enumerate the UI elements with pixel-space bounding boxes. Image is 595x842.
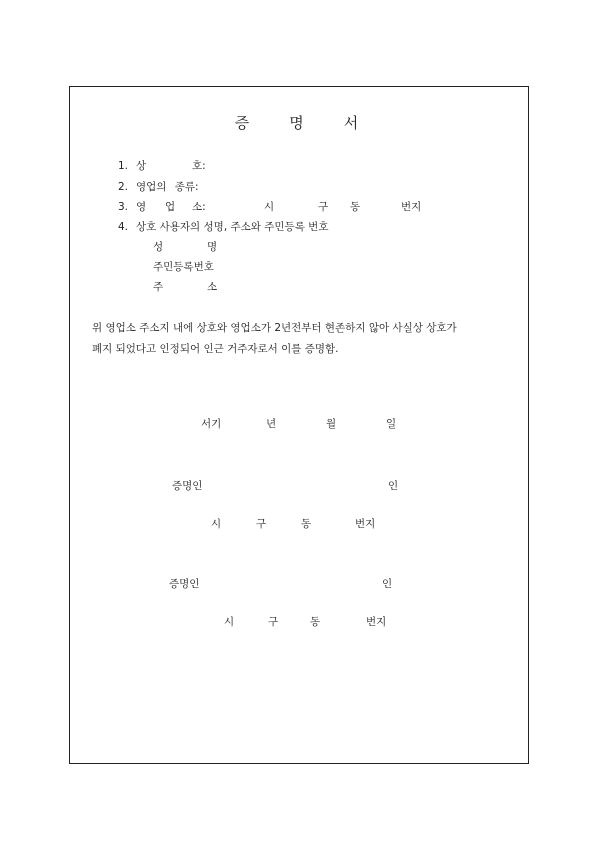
certifier-1-si: 시 bbox=[211, 518, 222, 530]
date-month: 월 bbox=[326, 418, 337, 430]
certifier-2-si: 시 bbox=[224, 616, 235, 628]
sub-resident-number: 주민등록번호 bbox=[153, 261, 214, 273]
address-beonji: 번지 bbox=[401, 201, 422, 213]
item-3-label-b: 업 bbox=[165, 201, 176, 213]
item-2-number: 2. bbox=[118, 181, 129, 193]
certifier-2-beonji: 번지 bbox=[366, 616, 387, 628]
item-3-label-a: 영 bbox=[136, 201, 147, 213]
document-title bbox=[0, 112, 595, 133]
item-1-label-a: 상 bbox=[136, 160, 147, 172]
date-day: 일 bbox=[386, 418, 397, 430]
certifier-1-gu: 구 bbox=[256, 518, 267, 530]
certifier-2-seal: 인 bbox=[382, 578, 393, 590]
certifier-2-gu: 구 bbox=[268, 616, 279, 628]
item-2-label: 영업의 종류: bbox=[136, 181, 199, 193]
certifier-1-label: 증명인 bbox=[172, 480, 203, 492]
item-3-label-c: 소: bbox=[192, 201, 206, 213]
certifier-1-beonji: 번지 bbox=[355, 518, 376, 530]
sub-address-a: 주 bbox=[153, 281, 164, 293]
sub-name-b: 명 bbox=[207, 241, 218, 253]
item-1-number: 1. bbox=[118, 160, 129, 172]
date-era: 서기 bbox=[201, 418, 222, 430]
address-gu: 구 bbox=[318, 201, 329, 213]
item-4-number: 4. bbox=[118, 221, 129, 233]
sub-address-b: 소 bbox=[207, 281, 218, 293]
address-dong: 동 bbox=[350, 201, 361, 213]
certifier-1-seal: 인 bbox=[388, 480, 399, 492]
statement-line: 위 영업소 주소지 내에 상호와 영업소가 2년전부터 현존하지 않아 사실상 상호가 bbox=[92, 322, 457, 334]
title-char: 증 bbox=[234, 114, 252, 132]
item-3-number: 3. bbox=[118, 201, 129, 213]
title-char: 서 bbox=[343, 114, 361, 132]
item-4-label: 상호 사용자의 성명, 주소와 주민등록 번호 bbox=[136, 221, 329, 233]
statement-line: 폐지 되었다고 인정되어 인근 거주자로서 이를 증명함. bbox=[92, 343, 339, 355]
certifier-2-dong: 동 bbox=[310, 616, 321, 628]
title-char: 명 bbox=[289, 114, 306, 132]
statement-paragraph bbox=[92, 318, 512, 360]
certifier-1-dong: 동 bbox=[301, 518, 312, 530]
date-year: 년 bbox=[266, 418, 277, 430]
address-si: 시 bbox=[264, 201, 275, 213]
item-1-label-b: 호: bbox=[192, 160, 206, 172]
certifier-2-label: 증명인 bbox=[169, 578, 200, 590]
sub-name-a: 성 bbox=[153, 241, 164, 253]
